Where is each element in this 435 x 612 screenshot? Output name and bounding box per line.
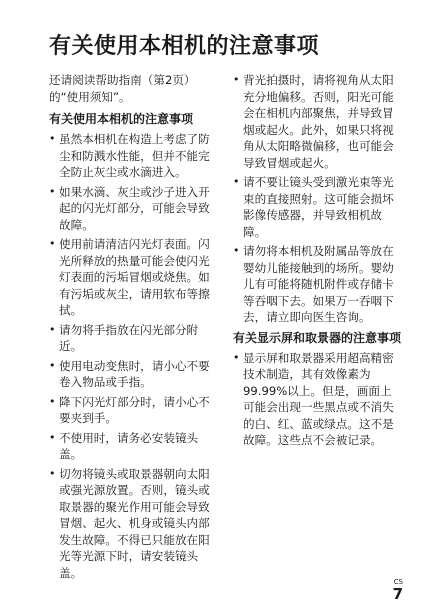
list-item <box>49 131 221 181</box>
list-item-text: 切勿将镜头或取景器朝向太阳或强光源放置。否则，镜头或取景器的聚光作用可能会导致冒烟、起火、机身或镜头内部发生故障。不得已只能放在阳光等光源下时，请安装镜头盖。 <box>59 466 210 580</box>
list-item-text: 请勿将手指放在闪光部分附近。 <box>59 322 199 353</box>
list-item <box>49 358 221 391</box>
page-footer <box>393 578 403 603</box>
bullet-icon: • <box>233 350 240 364</box>
bullet-icon: • <box>49 466 56 480</box>
list-item <box>49 430 221 463</box>
list-item <box>49 466 221 582</box>
list-item-text: 背光拍摄时，请将视角从太阳充分地偏移。否则，阳光可能会在相机内部聚焦，并导致冒烟或起火。此外，如果只将视角从太阳略微偏移，也可能会导致冒烟或起火。 <box>243 73 394 170</box>
bullet-icon: • <box>233 175 240 188</box>
list-item-text: 不使用时，请务必安装镜头盖。 <box>59 430 199 461</box>
section-heading-display: 有关显示屏和取景器的注意事项 <box>233 330 402 345</box>
list-item-text: 使用电动变焦时，请小心不要卷入物品或手指。 <box>59 358 210 389</box>
list-item <box>233 350 403 449</box>
list-item-text: 如果水滴、灰尘或沙子进入开起的闪光灯部分，可能会导致故障。 <box>59 184 210 232</box>
list-item <box>233 72 403 171</box>
left-column <box>49 72 221 585</box>
section-heading-camera: 有关使用本相机的注意事项 <box>49 112 194 126</box>
list-item <box>49 394 221 427</box>
bullet-icon: • <box>49 184 56 198</box>
list-item <box>49 236 221 319</box>
bullet-icon: • <box>233 73 240 86</box>
list-item <box>49 184 221 234</box>
bullet-icon: • <box>49 132 56 145</box>
list-item-text: 请不要让镜头受到激光束等光束的直接照射。这可能会损坏影像传感器，并导致相机故障。 <box>243 175 394 239</box>
bullet-icon: • <box>49 430 56 444</box>
page-number: 7 <box>392 585 403 603</box>
display-precautions-list <box>233 350 403 449</box>
language-code: CS <box>393 578 403 586</box>
page-title: 有关使用本相机的注意事项 <box>49 34 320 59</box>
camera-precautions-list-continued <box>233 72 403 326</box>
list-item <box>233 174 403 240</box>
list-item <box>233 243 403 326</box>
bullet-icon: • <box>49 237 56 250</box>
bullet-icon: • <box>233 244 240 257</box>
bullet-icon: • <box>49 358 56 372</box>
list-item-text: 降下闪光灯部分时，请小心不要夹到手。 <box>59 394 210 425</box>
list-item-text: 虽然本相机在构造上考虑了防尘和防溅水性能，但并不能完全防止灰尘或水滴进入。 <box>59 132 210 179</box>
list-item-text: 显示屏和取景器采用超高精密技术制造，其有效像素为99.99%以上。但是，画面上可能会出现一些黑点或不消失的白、红、蓝或绿点。这不是故障。这些点不会被记录。 <box>243 350 394 447</box>
right-column <box>233 72 403 453</box>
list-item <box>49 322 221 355</box>
list-item-text: 使用前请清洁闪光灯表面。闪光所释放的热量可能会使闪光灯表面的污垢冒烟或烧焦。如有污垢或灰尘，请用软布等擦拭。 <box>59 237 210 317</box>
bullet-icon: • <box>49 322 56 336</box>
intro-text: 还请阅读帮助指南（第2页）的“使用须知”。 <box>49 73 196 104</box>
list-item-text: 请勿将本相机及附属品等放在婴幼儿能接触到的场所。婴幼儿有可能将随机附件或存储卡等吞咽下去。如果万一吞咽下去，请立即向医生咨询。 <box>243 244 394 324</box>
bullet-icon: • <box>49 394 56 408</box>
camera-precautions-list <box>49 131 221 581</box>
